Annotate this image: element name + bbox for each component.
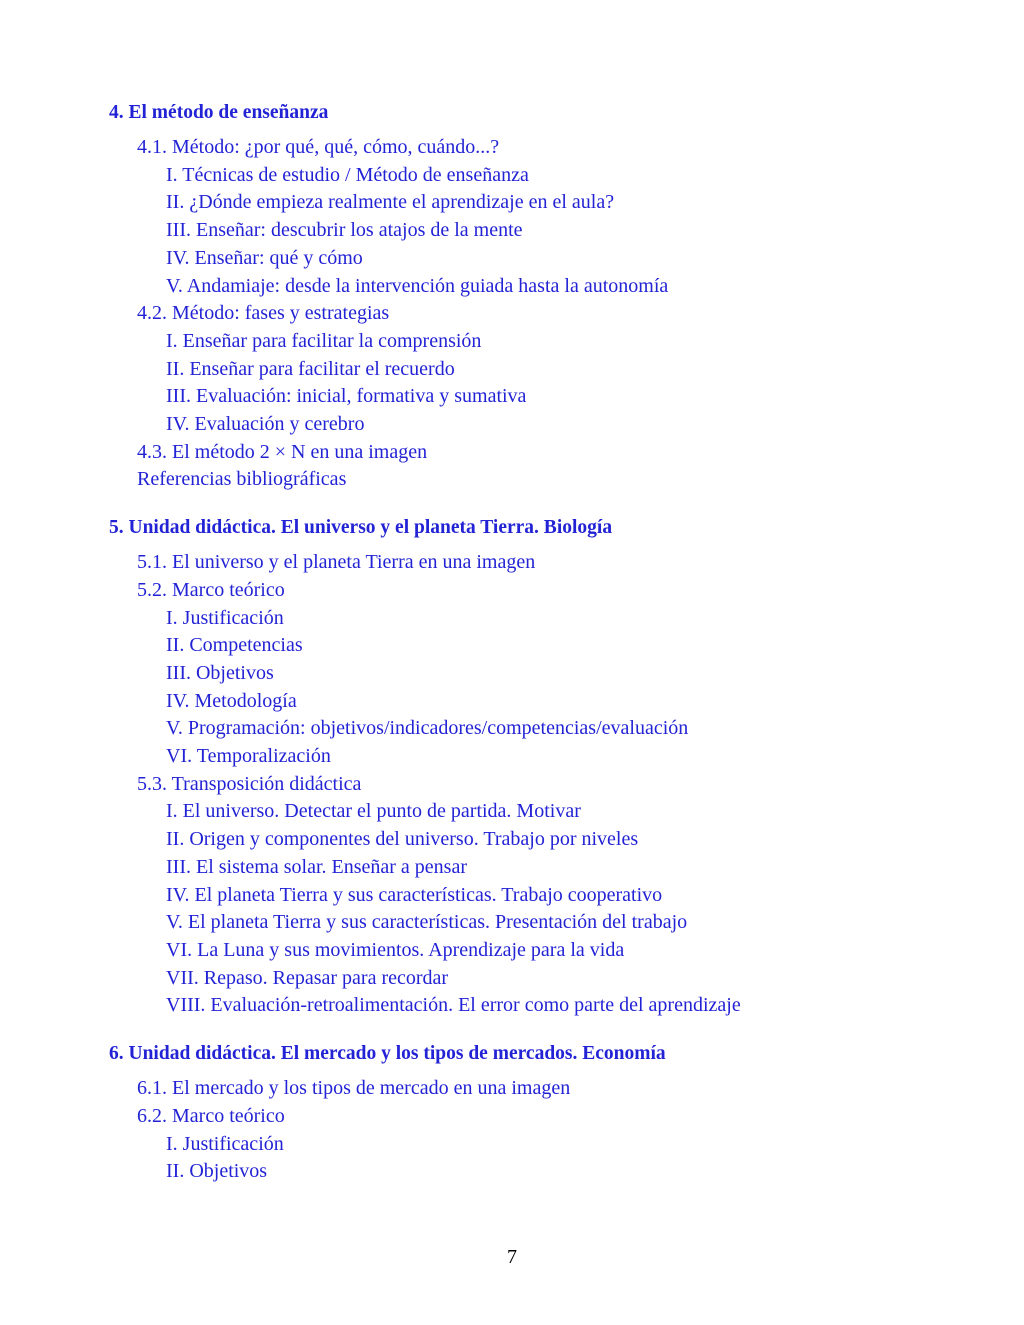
toc-entry[interactable]: V. Andamiaje: desde la intervención guiada hasta la autonomía xyxy=(166,274,669,297)
chapter-heading-6[interactable]: 6. Unidad didáctica. El mercado y los tipos de mercados. Economía xyxy=(109,1043,666,1065)
chapter-5-entries xyxy=(109,549,989,1020)
toc-entry[interactable]: V. El planeta Tierra y sus características. Presentación del trabajo xyxy=(166,911,688,934)
toc-entry[interactable]: III. Enseñar: descubrir los atajos de la mente xyxy=(166,219,523,242)
toc-entry[interactable]: I. Técnicas de estudio / Método de enseñanza xyxy=(166,163,529,186)
toc-entry[interactable]: III. Objetivos xyxy=(166,661,274,684)
toc-entry[interactable]: IV. Metodología xyxy=(166,689,297,712)
toc-entry[interactable]: VIII. Evaluación-retroalimentación. El error como parte del aprendizaje xyxy=(166,994,741,1017)
toc-entry[interactable]: III. El sistema solar. Enseñar a pensar xyxy=(166,855,468,878)
toc-entry[interactable]: 4.3. El método 2 × N en una imagen xyxy=(137,440,428,463)
toc-entry[interactable]: II. Origen y componentes del universo. Trabajo por niveles xyxy=(166,828,639,851)
page-number: 7 xyxy=(507,1246,517,1268)
toc-entry[interactable]: IV. Evaluación y cerebro xyxy=(166,413,365,436)
chapter-4-entries xyxy=(109,134,989,494)
chapter-heading-4[interactable]: 4. El método de enseñanza xyxy=(109,102,329,123)
toc-entry[interactable]: 5.2. Marco teórico xyxy=(137,578,285,601)
toc-entry[interactable]: 6.1. El mercado y los tipos de mercado en una imagen xyxy=(137,1077,571,1100)
toc-entry[interactable]: I. El universo. Detectar el punto de partida. Motivar xyxy=(166,800,581,823)
toc-entry[interactable]: 6.2. Marco teórico xyxy=(137,1104,285,1127)
toc-entry[interactable]: 4.2. Método: fases y estrategias xyxy=(137,302,390,325)
toc-entry[interactable]: 5.1. El universo y el planeta Tierra en una imagen xyxy=(137,551,536,574)
chapter-heading-5[interactable]: 5. Unidad didáctica. El universo y el planeta Tierra. Biología xyxy=(109,517,613,539)
toc-entry[interactable]: V. Programación: objetivos/indicadores/competencias/evaluación xyxy=(166,717,689,740)
toc-entry[interactable]: 5.3. Transposición didáctica xyxy=(137,772,362,795)
toc-entry[interactable]: II. Objetivos xyxy=(166,1160,268,1183)
toc-entry[interactable]: III. Evaluación: inicial, formativa y sumativa xyxy=(166,385,527,408)
toc-entry[interactable]: II. ¿Dónde empieza realmente el aprendizaje en el aula? xyxy=(166,191,615,214)
toc-entry[interactable]: VII. Repaso. Repasar para recordar xyxy=(166,966,449,989)
toc-entry[interactable]: I. Justificación xyxy=(166,1132,284,1155)
toc-entry[interactable]: II. Competencias xyxy=(166,634,303,657)
toc-entry[interactable]: VI. La Luna y sus movimientos. Aprendizaje para la vida xyxy=(166,938,625,961)
table-of-contents xyxy=(109,101,989,1186)
toc-entry[interactable]: I. Justificación xyxy=(166,606,284,629)
toc-entry[interactable]: II. Enseñar para facilitar el recuerdo xyxy=(166,357,455,380)
toc-entry[interactable]: 4.1. Método: ¿por qué, qué, cómo, cuándo...? xyxy=(137,136,500,158)
toc-entry[interactable]: I. Enseñar para facilitar la comprensión xyxy=(166,329,482,352)
toc-entry[interactable]: Referencias bibliográficas xyxy=(137,468,347,491)
toc-entry[interactable]: IV. Enseñar: qué y cómo xyxy=(166,246,363,269)
chapter-6-entries xyxy=(109,1075,989,1186)
toc-entry[interactable]: VI. Temporalización xyxy=(166,745,331,768)
toc-entry[interactable]: IV. El planeta Tierra y sus características. Trabajo cooperativo xyxy=(166,883,663,906)
